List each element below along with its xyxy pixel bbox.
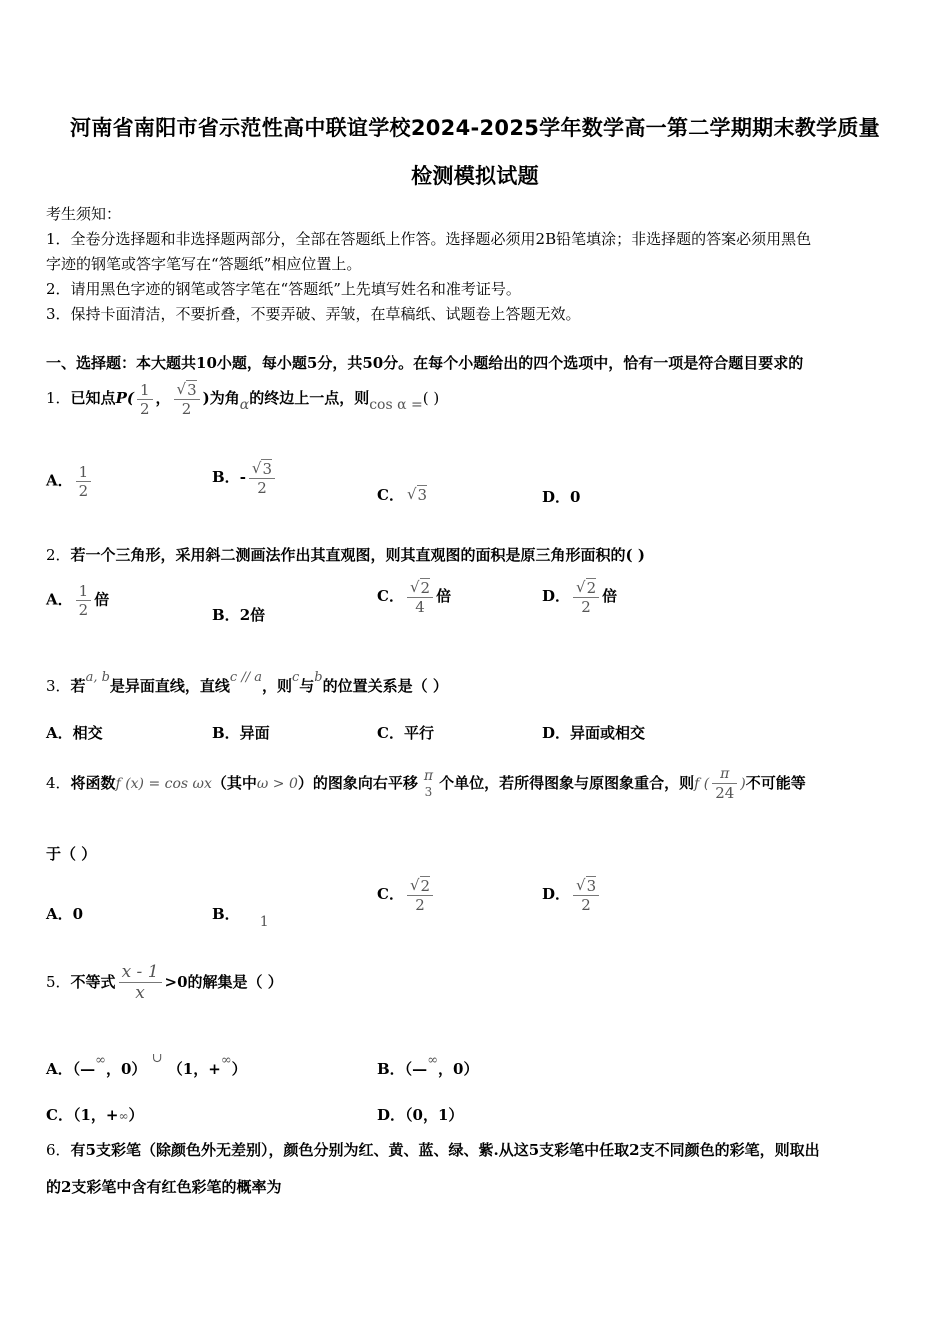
fraction: $\frac{1}{2}$ <box>137 381 153 418</box>
q1-text: )为角 <box>202 389 240 407</box>
point-label: P( <box>115 389 134 407</box>
question-2: 2．若一个三角形，采用斜二测画法作出其直观图，则其直观图的面积是原三角形面积的( ) <box>46 546 645 564</box>
notice-item-3: 3．保持卡面清洁，不要折叠，不要弄破、弄皱，在草稿纸、试题卷上答题无效。 <box>46 305 581 323</box>
fraction: √ 3 2 <box>174 380 200 418</box>
notice-item-2: 2．请用黑色字迹的钢笔或答字笔在“答题纸”上先填写姓名和准考证号。 <box>46 280 521 298</box>
notice-item-1b: 字迹的钢笔或答字笔写在“答题纸”相应位置上。 <box>46 255 362 273</box>
question-4: 4．将函数f (x) = cos ωx（其中ω > 0）的图象向右平移 π 3 个单位，若所得图象与原图象重合，则f ( $\frac{\pi}{24}$ )不可能等 <box>46 766 806 802</box>
q4-option-b: B． 1 <box>212 905 269 930</box>
cos-expression: cos α = <box>369 397 423 413</box>
question-5: 5．不等式 $\frac{x - 1}{x}$ >0的解集是（ ） <box>46 962 283 1004</box>
variable-c: c <box>292 670 300 685</box>
answer-paren: ( ) <box>422 389 440 407</box>
notice-item-1a: 1．全卷分选择题和非选择题两部分，全部在答题纸上作答。选择题必须用2B铅笔填涂；非选择题的答案必须用黑色 <box>46 230 812 248</box>
variable-b: b <box>314 670 323 685</box>
exam-title-line2: 检测模拟试题 <box>411 164 539 188</box>
question-1 <box>46 380 439 418</box>
q1-text: 的终边上一点，则 <box>249 389 370 407</box>
q3-option-b: B．异面 <box>212 724 270 742</box>
q2-text: 若一个三角形，采用斜二测画法作出其直观图，则其直观图的面积是原三角形面积的( ) <box>70 546 645 564</box>
omega-condition: ω > 0 <box>256 775 298 792</box>
q2-option-a: A． $\frac{1}{2}$ 倍 <box>46 582 110 619</box>
q5-option-c: C．（1，+∞） <box>46 1106 144 1124</box>
q1-option-b: B．- √ 3 2 <box>212 459 278 497</box>
question-6: 6．有5支彩笔（除颜色外无差别），颜色分别为红、黄、蓝、绿、紫.从这5支彩笔中任取2支不同颜色的彩笔，则取出 <box>46 1141 820 1159</box>
q5-option-a: A．（—∞，0） ∪ （1，+∞） <box>46 1051 247 1078</box>
q5-option-b: B．（—∞，0） <box>377 1053 479 1078</box>
question-6-cont: 的2支彩笔中含有红色彩笔的概率为 <box>46 1178 282 1196</box>
q2-option-c: C． √ 2 4 倍 <box>377 578 452 616</box>
question-4-cont: 于（ ） <box>46 845 97 863</box>
q3-option-d: D．异面或相交 <box>542 724 646 742</box>
q4-option-c: C． √ 2 2 <box>377 876 436 914</box>
q4-option-a: A．0 <box>46 905 84 923</box>
q3-option-a: A．相交 <box>46 724 103 742</box>
q2-option-d: D． √ 2 2 倍 <box>542 578 618 616</box>
q1-option-d: D．0 <box>542 488 581 506</box>
question-3: 3．若a, b是异面直线，直线c // a，则c与b的位置关系是（ ） <box>46 670 448 695</box>
q1-option-c: C． √ 3 <box>377 484 428 504</box>
alpha-symbol: α <box>239 397 250 413</box>
question-number: 1． <box>46 389 71 407</box>
function-expression: f (x) = cos ωx <box>115 775 212 792</box>
variables-ab: a, b <box>85 670 110 685</box>
q4-option-d: D． √ 3 2 <box>542 876 602 914</box>
section-heading: 一、选择题：本大题共10小题，每小题5分，共50分。在每个小题给出的四个选项中，恰有一项是符合题目要求的 <box>46 354 804 372</box>
notice-heading: 考生须知： <box>46 205 122 223</box>
exam-title-line1: 河南省南阳市省示范性高中联谊学校2024-2025学年数学高一第二学期期末教学质量 <box>70 116 880 140</box>
q1-comma: ， <box>155 389 171 407</box>
q3-option-c: C．平行 <box>377 724 434 742</box>
q5-option-d: D．（0，1） <box>377 1106 464 1124</box>
q2-option-b: B．2倍 <box>212 606 266 624</box>
q1-text: 已知点 <box>70 389 116 407</box>
parallel-expression: c // a <box>229 670 262 685</box>
q1-option-a: A． $\frac{1}{2}$ <box>46 463 94 500</box>
